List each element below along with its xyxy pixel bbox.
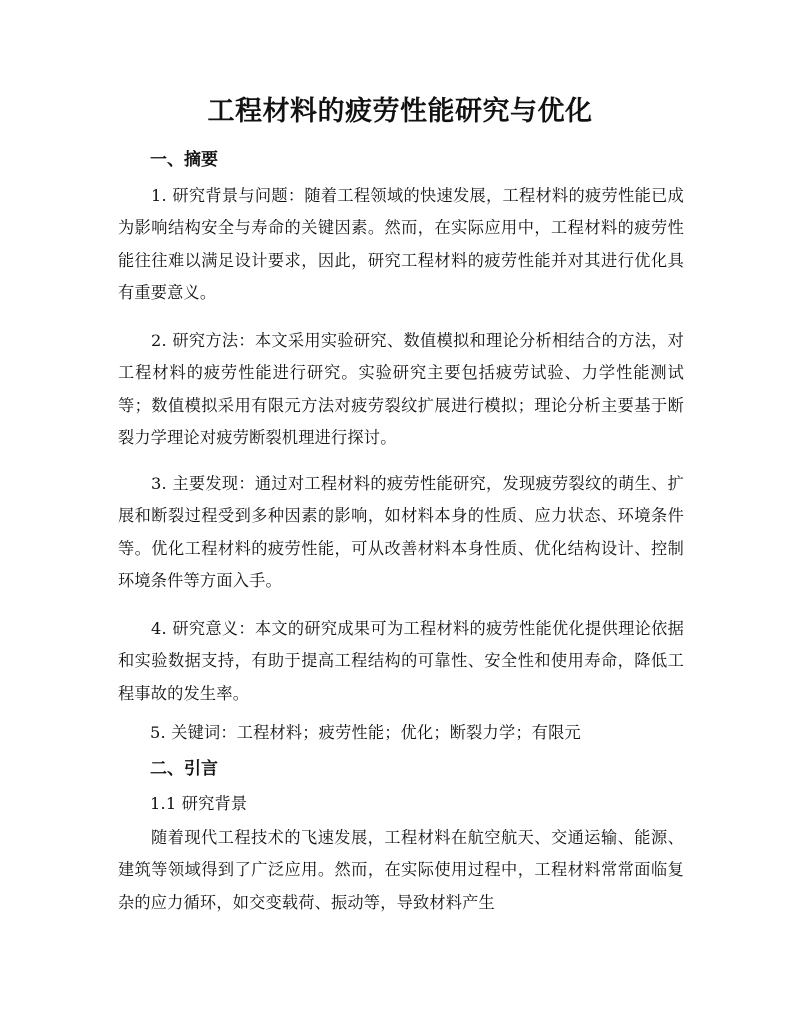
- section-heading-abstract: 一、摘要: [150, 150, 218, 170]
- introduction-paragraph: 随着现代工程技术的飞速发展，工程材料在航空航天、交通运输、能源、建筑等领域得到了广泛应用。然而，在实际使用过程中，工程材料常常面临复杂的应力循环，如交变载荷、振动等，导致材料产生: [118, 828, 684, 912]
- abstract-paragraph-2: 2. 研究方法：本文采用实验研究、数值模拟和理论分析相结合的方法，对工程材料的疲劳性能进行研究。实验研究主要包括疲劳试验、力学性能测试等；数值模拟采用有限元方法对疲劳裂纹扩展进行模拟；理论分析主要基于断裂力学理论对疲劳断裂机理进行探讨。: [118, 331, 684, 447]
- keywords-line: 5. 关键词：工程材料；疲劳性能；优化；断裂力学；有限元: [150, 723, 581, 742]
- abstract-paragraph-3: 3. 主要发现：通过对工程材料的疲劳性能研究，发现疲劳裂纹的萌生、扩展和断裂过程受到多种因素的影响，如材料本身的性质、应力状态、环境条件等。优化工程材料的疲劳性能，可从改善材料本身性质、优化结构设计、控制环境条件等方面入手。: [118, 474, 684, 590]
- document-title: 工程材料的疲劳性能研究与优化: [207, 96, 593, 127]
- abstract-paragraph-4: 4. 研究意义：本文的研究成果可为工程材料的疲劳性能优化提供理论依据和实验数据支持，有助于提高工程结构的可靠性、安全性和使用寿命，降低工程事故的发生率。: [118, 619, 684, 703]
- abstract-paragraph-1: 1. 研究背景与问题：随着工程领域的快速发展，工程材料的疲劳性能已成为影响结构安全与寿命的关键因素。然而，在实际应用中，工程材料的疲劳性能往往难以满足设计要求，因此，研究工程材料的疲劳性能并对其进行优化具有重要意义。: [118, 186, 684, 302]
- subsection-heading-research-background: 1.1 研究背景: [150, 794, 248, 813]
- section-heading-introduction: 二、引言: [150, 759, 218, 779]
